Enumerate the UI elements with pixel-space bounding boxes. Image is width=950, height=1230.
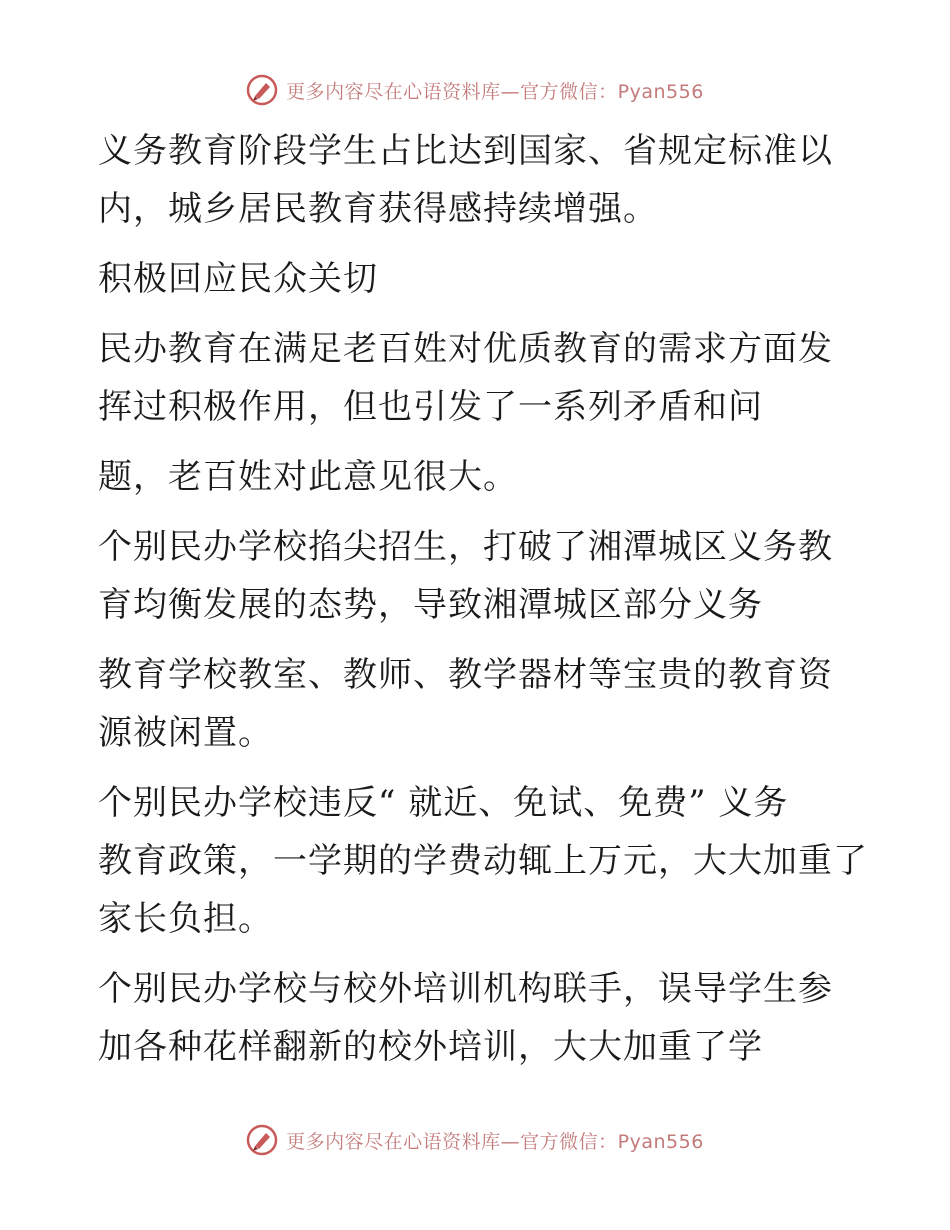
text-line: 教育政策，一学期的学费动辄上万元，大大加重了 bbox=[98, 841, 868, 881]
text-line: 挥过积极作用，但也引发了一系列矛盾和问 bbox=[98, 387, 763, 427]
text-line: 育均衡发展的态势，导致湘潭城区部分义务 bbox=[98, 585, 763, 625]
document-body bbox=[98, 122, 868, 1076]
text-line: 教育学校教室、教师、教学器材等宝贵的教育资 bbox=[98, 655, 833, 695]
text-line: 义务教育阶段学生占比达到国家、省规定标准以 bbox=[98, 131, 833, 171]
text-line: 个别民办学校掐尖招生，打破了湘潭城区义务教 bbox=[98, 527, 833, 567]
footer-watermark bbox=[0, 1120, 950, 1160]
text-line: 加各种花样翻新的校外培训，大大加重了学 bbox=[98, 1027, 763, 1067]
header-watermark bbox=[0, 70, 950, 110]
section-heading: 积极回应民众关切 bbox=[98, 259, 378, 299]
text-line: 民办教育在满足老百姓对优质教育的需求方面发 bbox=[98, 329, 833, 369]
pen-logo-icon bbox=[246, 1124, 278, 1156]
watermark-text: 更多内容尽在心语资料库—官方微信：Pyan556 bbox=[286, 1130, 704, 1153]
text-line: 内，城乡居民教育获得感持续增强。 bbox=[98, 189, 658, 229]
text-line: 个别民办学校违反“ 就近、免试、免费” 义务 bbox=[98, 783, 789, 823]
text-line: 题，老百姓对此意见很大。 bbox=[98, 457, 518, 497]
watermark-text: 更多内容尽在心语资料库—官方微信：Pyan556 bbox=[286, 80, 704, 103]
text-line: 家长负担。 bbox=[98, 899, 273, 939]
text-line: 源被闲置。 bbox=[98, 713, 273, 753]
pen-logo-icon bbox=[246, 74, 278, 106]
text-line: 个别民办学校与校外培训机构联手，误导学生参 bbox=[98, 969, 833, 1009]
